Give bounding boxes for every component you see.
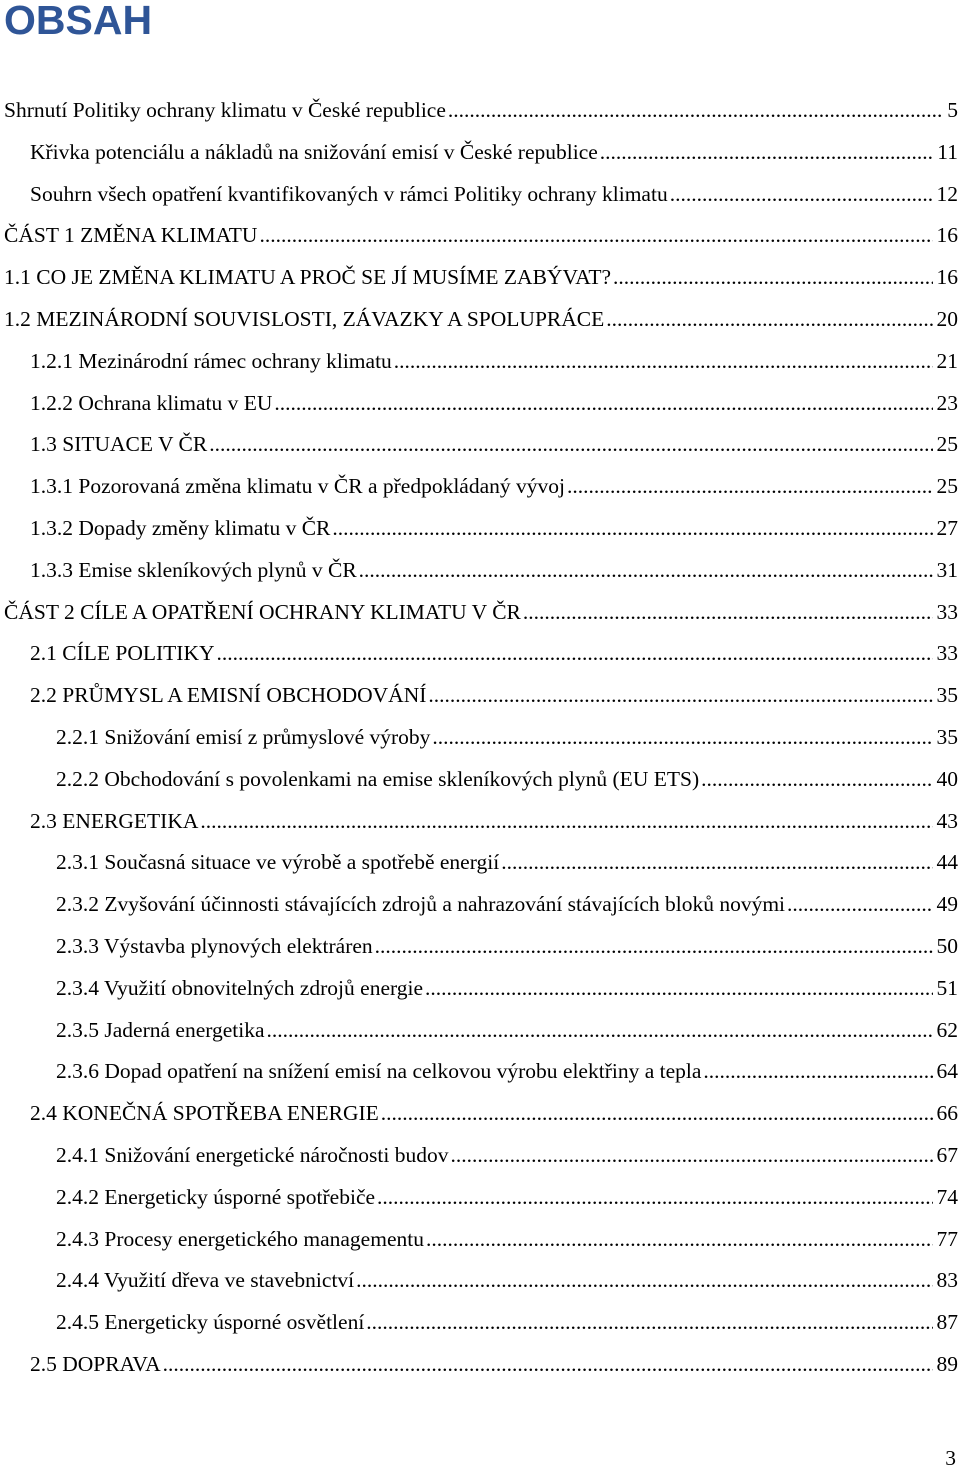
toc-entry[interactable] [4,90,958,130]
toc-leader-dots [613,257,932,297]
toc-entry-page: 74 [936,1184,958,1209]
toc-entry-page: 16 [936,265,958,290]
toc-entry-page: 40 [936,766,958,791]
toc-entry[interactable] [30,1344,958,1384]
toc-entry-label: 2.1 CÍLE POLITIKY [30,641,215,666]
toc-entry[interactable] [56,1177,958,1217]
toc-entry[interactable] [4,592,958,632]
toc-entry-label: ČÁST 1 ZMĚNA KLIMATU [4,223,258,248]
toc-entry-page: 31 [936,557,958,582]
toc-entry-page: 16 [936,223,958,248]
toc-entry-page: 64 [936,1059,958,1084]
toc-entry-label: 2.3.2 Zvyšování účinnosti stávajících zdrojů a nahrazování stávajících bloků novými [56,892,786,917]
toc-entry-label: Shrnutí Politiky ochrany klimatu v České republice [4,98,446,122]
toc-leader-dots [426,1219,933,1259]
toc-entry-page: 5 [947,98,958,122]
toc-entry-label: 2.4.4 Využití dřeva ve stavebnictví [56,1268,355,1293]
toc-entry-label: 2.3.1 Současná situace ve výrobě a spotřebě energií [56,850,500,875]
toc-entry[interactable] [56,842,958,882]
toc-entry-page: 33 [936,641,958,666]
toc-leader-dots [217,633,933,673]
toc-leader-dots [163,1344,933,1384]
toc-leader-dots [670,174,933,214]
toc-entry[interactable] [30,675,958,715]
toc-entry-label: 2.3.3 Výstavba plynových elektráren [56,934,373,958]
toc-entry-page: 50 [936,934,958,958]
toc-entry[interactable] [30,424,958,464]
toc-leader-dots [375,926,933,966]
toc-entry-label: 1.3.3 Emise skleníkových plynů v ČR [30,557,357,582]
toc-leader-dots [501,842,932,882]
toc-leader-dots [259,215,932,255]
toc-entry[interactable] [56,1010,958,1050]
toc-entry-page: 49 [936,892,958,917]
toc-entry-page: 33 [936,599,958,624]
toc-entry[interactable] [56,759,958,799]
toc-leader-dots [448,90,943,130]
toc-entry-label: 2.4.5 Energeticky úsporné osvětlení [56,1310,365,1335]
toc-entry[interactable] [56,717,958,757]
toc-leader-dots [209,424,932,464]
toc-leader-dots [428,675,932,715]
toc-entry[interactable] [30,801,958,841]
toc-leader-dots [394,341,933,381]
toc-entry-label: 1.1 CO JE ZMĚNA KLIMATU A PROČ SE JÍ MUSÍME ZABÝVAT? [4,265,612,290]
toc-leader-dots [600,132,934,172]
toc-entry-page: 83 [936,1268,958,1293]
toc-entry[interactable] [30,466,958,506]
toc-leader-dots [359,550,933,590]
toc-entry[interactable] [56,1260,958,1300]
toc-entry-label: 1.3.2 Dopady změny klimatu v ČR [30,516,331,540]
toc-entry[interactable] [4,299,958,339]
toc-entry-page: 25 [936,474,958,499]
toc-entry[interactable] [56,926,958,966]
toc-entry-label: 1.3 SITUACE V ČR [30,432,208,457]
toc-entry[interactable] [56,1219,958,1259]
toc-entry[interactable] [30,550,958,590]
toc-leader-dots [787,884,932,924]
toc-entry-label: 2.3.6 Dopad opatření na snížení emisí na celkovou výrobu elektřiny a tepla [56,1059,702,1084]
toc-entry[interactable] [4,257,958,297]
toc-entry-label: 1.3.1 Pozorovaná změna klimatu v ČR a předpokládaný vývoj [30,474,565,499]
toc-entry-label: 2.2.2 Obchodování s povolenkami na emise skleníkových plynů (EU ETS) [56,766,700,791]
toc-entry-page: 43 [936,808,958,833]
toc-entry-page: 21 [936,348,958,373]
toc-entry[interactable] [30,1093,958,1133]
toc-entry-label: 2.5 DOPRAVA [30,1352,161,1376]
toc-entry-label: 1.2.1 Mezinárodní rámec ochrany klimatu [30,348,392,373]
toc-entry-page: 12 [936,181,958,206]
toc-entry-label: Křivka potenciálu a nákladů na snižování emisí v České republice [30,139,598,164]
toc-entry-label: 1.2.2 Ochrana klimatu v EU [30,390,273,415]
toc-leader-dots [267,1010,933,1050]
toc-leader-dots [432,717,932,757]
toc-entry[interactable] [30,174,958,214]
toc-entry-label: 2.3.4 Využití obnovitelných zdrojů energie [56,975,424,1000]
toc-entry-page: 35 [936,725,958,749]
toc-entry-page: 20 [936,307,958,331]
toc-entry-page: 51 [936,975,958,1000]
toc-entry-label: 2.4 KONEČNÁ SPOTŘEBA ENERGIE [30,1101,379,1126]
toc-entry-page: 11 [937,139,958,164]
toc-entry-page: 67 [936,1143,958,1167]
toc-leader-dots [567,466,933,506]
toc-entry-page: 89 [936,1352,958,1376]
toc-entry[interactable] [56,968,958,1008]
toc-entry-page: 25 [936,432,958,457]
toc-entry-label: Souhrn všech opatření kvantifikovaných v rámci Politiky ochrany klimatu [30,181,668,206]
toc-entry[interactable] [56,1302,958,1342]
toc-leader-dots [366,1302,932,1342]
toc-entry-label: ČÁST 2 CÍLE A OPATŘENÍ OCHRANY KLIMATU V ČR [4,599,521,624]
toc-entry-page: 87 [936,1310,958,1335]
toc-entry-page: 66 [936,1101,958,1126]
toc-leader-dots [381,1093,933,1133]
toc-entry-label: 2.4.3 Procesy energetického managementu [56,1226,424,1251]
toc-entry-page: 62 [936,1017,958,1042]
toc-entry[interactable] [56,1051,958,1091]
toc-leader-dots [377,1177,932,1217]
toc-entry[interactable] [56,884,958,924]
toc-entry-page: 35 [936,683,958,708]
toc-leader-dots [332,508,932,548]
toc-entry[interactable] [56,1135,958,1175]
toc-leader-dots [200,801,932,841]
toc-entry-label: 2.4.2 Energeticky úsporné spotřebiče [56,1184,376,1209]
toc-entry-page: 77 [936,1226,958,1251]
toc-entry[interactable] [30,508,958,548]
toc-leader-dots [450,1135,932,1175]
toc-leader-dots [356,1260,932,1300]
toc-entry-label: 1.2 MEZINÁRODNÍ SOUVISLOSTI, ZÁVAZKY A SPOLUPRÁCE [4,307,605,331]
toc-entry[interactable] [30,341,958,381]
toc-entry-page: 27 [936,516,958,540]
toc-entry-page: 23 [936,390,958,415]
toc-entry[interactable] [4,215,958,255]
toc-entry-label: 2.3 ENERGETIKA [30,808,199,833]
toc-entry[interactable] [30,383,958,423]
toc-entry-label: 2.3.5 Jaderná energetika [56,1017,265,1042]
toc-leader-dots [701,759,932,799]
toc-leader-dots [274,383,932,423]
toc-entry-label: 2.2 PRŮMYSL A EMISNÍ OBCHODOVÁNÍ [30,683,427,708]
toc-entry[interactable] [30,132,958,172]
toc-leader-dots [425,968,932,1008]
toc-entry-label: 2.4.1 Snižování energetické náročnosti budov [56,1143,449,1167]
toc-entry-label: 2.2.1 Snižování emisí z průmyslové výroby [56,725,431,749]
page-number: 3 [945,1446,956,1470]
toc-leader-dots [703,1051,932,1091]
toc-leader-dots [606,299,932,339]
toc-leader-dots [523,592,933,632]
toc-entry-page: 44 [936,850,958,875]
toc-heading: OBSAH [4,0,153,43]
toc-entry[interactable] [30,633,958,673]
